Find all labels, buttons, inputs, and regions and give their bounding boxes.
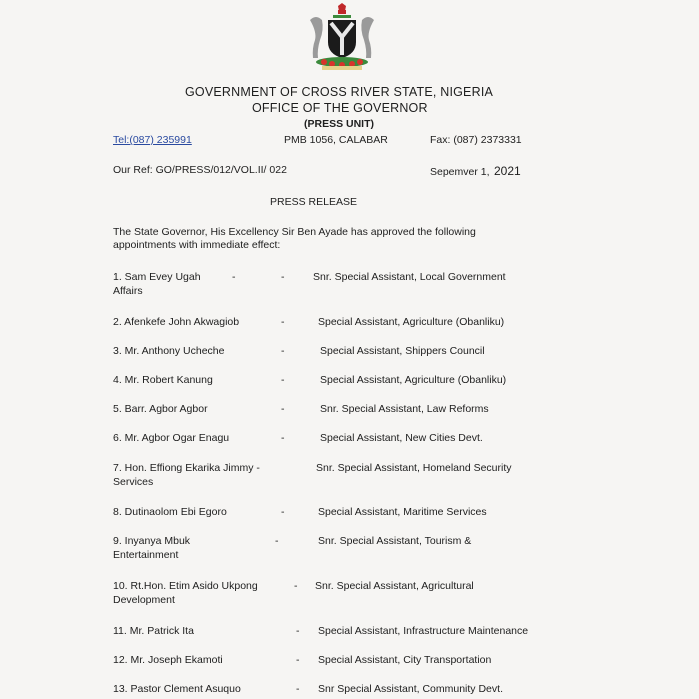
letterhead-unit: (PRESS UNIT)	[304, 118, 375, 130]
appointee-name: 6. Mr. Agbor Ogar Enagu	[113, 432, 230, 444]
appointment-role: Special Assistant, Agriculture (Obanliku)	[320, 374, 507, 386]
separator-dash: -	[281, 345, 285, 357]
intro-line-2: appointments with immediate effect:	[113, 239, 281, 251]
appointment-role: Snr. Special Assistant, Law Reforms	[320, 403, 489, 415]
appointee-name: 1. Sam Evey Ugah	[113, 271, 201, 283]
release-date-text: Sepemver 1,	[430, 166, 490, 178]
appointee-name-cont: Services	[113, 476, 154, 488]
appointee-name: 13. Pastor Clement Asuquo	[113, 683, 241, 695]
separator-dash: -	[296, 625, 300, 637]
appointee-name: 8. Dutinaolom Ebi Egoro	[113, 506, 227, 518]
appointee-name-cont: Development	[113, 594, 175, 606]
letterhead-office: OFFICE OF THE GOVERNOR	[252, 101, 428, 115]
separator-dash: -	[232, 271, 236, 283]
intro-line-1: The State Governor, His Excellency Sir Ben Ayade has approved the following	[113, 226, 476, 238]
separator-dash: -	[281, 506, 285, 518]
release-date	[430, 162, 521, 180]
appointment-role: Special Assistant, Maritime Services	[318, 506, 487, 518]
separator-dash: -	[281, 403, 285, 415]
appointee-name-cont: Affairs	[113, 285, 143, 297]
appointee-name: 7. Hon. Effiong Ekarika Jimmy -	[113, 462, 260, 474]
appointment-role: Snr. Special Assistant, Tourism &	[318, 535, 472, 547]
appointment-role: Snr. Special Assistant, Local Government	[313, 271, 506, 283]
separator-dash: -	[281, 432, 285, 444]
separator-dash: -	[296, 654, 300, 666]
fax-number: Fax: (087) 2373331	[430, 134, 522, 146]
appointment-role: Special Assistant, Shippers Council	[320, 345, 485, 357]
release-date-year: 2021	[493, 164, 521, 178]
reference-number: Our Ref: GO/PRESS/012/VOL.II/ 022	[113, 164, 287, 176]
separator-dash: -	[296, 683, 300, 695]
telephone-link[interactable]: Tel:(087) 235991	[113, 134, 192, 146]
appointment-role: Snr. Special Assistant, Homeland Security	[316, 462, 512, 474]
document-title: PRESS RELEASE	[270, 196, 357, 208]
appointee-name: 12. Mr. Joseph Ekamoti	[113, 654, 223, 666]
separator-dash: -	[281, 271, 285, 283]
appointee-name: 10. Rt.Hon. Etim Asido Ukpong	[113, 580, 258, 592]
appointee-name: 11. Mr. Patrick Ita	[113, 625, 194, 637]
appointee-name: 9. Inyanya Mbuk	[113, 535, 191, 547]
appointment-role: Special Assistant, City Transportation	[318, 654, 492, 666]
separator-dash: -	[275, 535, 279, 547]
postal-address: PMB 1056, CALABAR	[284, 134, 388, 146]
appointment-role: Snr. Special Assistant, Agricultural	[315, 580, 474, 592]
separator-dash: -	[281, 316, 285, 328]
separator-dash: -	[294, 580, 298, 592]
appointment-role: Snr Special Assistant, Community Devt.	[318, 683, 503, 695]
separator-dash: -	[281, 374, 285, 386]
coat-of-arms-icon	[300, 2, 384, 72]
appointee-name: 4. Mr. Robert Kanung	[113, 374, 213, 386]
appointee-name: 5. Barr. Agbor Agbor	[113, 403, 208, 415]
letterhead-government: GOVERNMENT OF CROSS RIVER STATE, NIGERIA	[185, 85, 494, 99]
appointment-role: Special Assistant, Infrastructure Maintenance	[318, 625, 529, 637]
appointee-name: 3. Mr. Anthony Ucheche	[113, 345, 225, 357]
appointee-name-cont: Entertainment	[113, 549, 179, 561]
appointee-name: 2. Afenkefe John Akwagiob	[113, 316, 240, 328]
appointment-role: Special Assistant, New Cities Devt.	[320, 432, 483, 444]
appointment-role: Special Assistant, Agriculture (Obanliku)	[318, 316, 505, 328]
